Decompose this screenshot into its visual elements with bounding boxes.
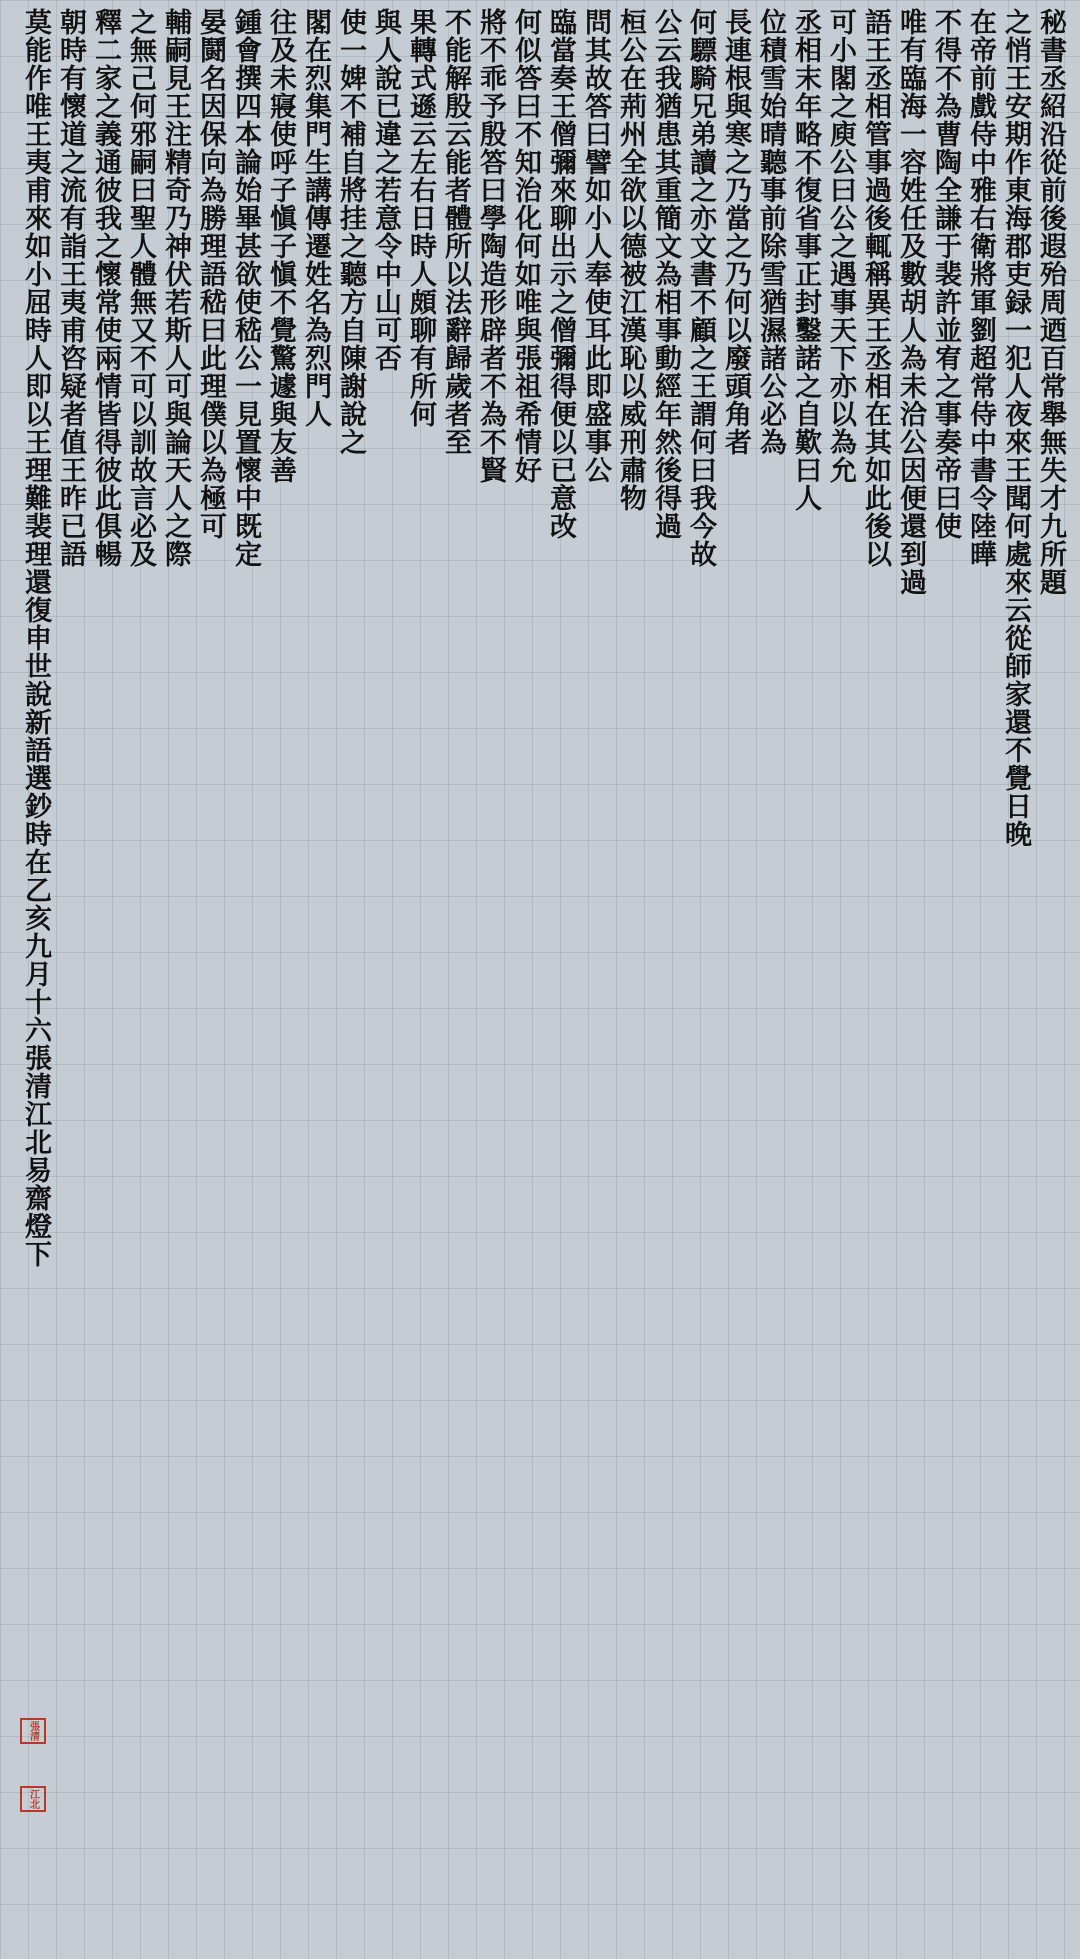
calligraphy-column: 之無己何邪嗣曰聖人體無又不可以訓故言必及 [125, 8, 156, 568]
calligraphy-column: 輔嗣見王注精奇乃神伏若斯人可與論天人之際 [160, 8, 191, 568]
calligraphy-column: 在帝前戲侍中雅右衛將軍劉超常侍中書令陸曄 [965, 8, 996, 568]
calligraphy-column: 往及未寢使呼子愼子愼不覺驚遽與友善 [265, 8, 296, 484]
calligraphy-column: 不能解殷云能者體所以法辭歸歲者至 [440, 8, 471, 456]
calligraphy-column: 閣在烈集門生講傳遷姓名為烈門人 [300, 8, 331, 428]
calligraphy-column: 晏鬪名因保向為勝理語嵇曰此理僕以為極可 [195, 8, 226, 540]
calligraphy-column: 語王丞相管事過後輒稱異王丞相在其如此後以 [860, 8, 891, 568]
calligraphy-column: 將不乖予殷答曰學陶造形辟者不為不賢 [475, 8, 506, 484]
red-seal-stamp [20, 1718, 46, 1744]
calligraphy-column: 釋二家之義通彼我之懷常使兩情皆得彼此俱暢 [90, 8, 121, 568]
calligraphy-column: 朝時有懷道之流有詣王夷甫咨疑者值王昨已語 [55, 8, 86, 568]
calligraphy-column: 果轉式遜云左右日時人頗聊有所何 [405, 8, 436, 428]
calligraphy-column: 不得不為曹陶全謙于裴許並宥之事奏帝曰使 [930, 8, 961, 540]
seal-text: 張清 [27, 1721, 39, 1741]
calligraphy-column: 位積雪始晴聽事前除雪猶濕諸公必為 [755, 8, 786, 456]
calligraphy-column: 丞相末年略不復省事正封鑿諾之自歎曰人 [790, 8, 821, 512]
calligraphy-column: 公云我猶患其重簡文為相事動經年然後得過 [650, 8, 681, 540]
calligraphy-column: 問其故答曰譬如小人奉使耳此即盛事公 [580, 8, 611, 484]
seal-text: 江北 [27, 1789, 39, 1809]
calligraphy-column: 臨當奏王僧彌來聊出示之僧彌得便以已意改 [545, 8, 576, 540]
calligraphy-column: 長連根與寒之乃當之乃何以廢頭角者 [720, 8, 751, 456]
calligraphy-column: 何驃騎兄弟讀之亦文書不顧之王謂何曰我今故 [685, 8, 716, 568]
calligraphy-column: 秘書丞紹沿從前後遐殆周迺百常舉無失才九所題 [1035, 8, 1066, 596]
red-seal-stamp [20, 1786, 46, 1812]
calligraphy-columns [12, 8, 1068, 1948]
calligraphy-column: 唯有臨海一容姓任及數胡人為未洽公因便還到過 [895, 8, 926, 596]
calligraphy-column: 何似答曰不知治化何如唯與張祖希情好 [510, 8, 541, 484]
calligraphy-column: 莫能作唯王夷甫來如小屈時人即以王理難裴理還復申世說新語選鈔時在乙亥九月十六張清江北易齋燈下 [20, 8, 51, 1268]
calligraphy-column: 桓公在荊州全欲以德被江漢恥以威刑肅物 [615, 8, 646, 512]
calligraphy-column: 可小閣之庾公曰公之遇事天下亦以為允 [825, 8, 856, 484]
calligraphy-column: 使一婢不補自將挂之聽方自陳謝說之 [335, 8, 366, 456]
calligraphy-column: 與人說已違之若意令中山可否 [370, 8, 401, 372]
calligraphy-column: 之悄王安期作東海郡吏録一犯人夜來王聞何處來云從師家還不覺日晚 [1000, 8, 1031, 848]
calligraphy-column: 鍾會撰四本論始畢甚欲使嵇公一見置懷中既定 [230, 8, 261, 568]
